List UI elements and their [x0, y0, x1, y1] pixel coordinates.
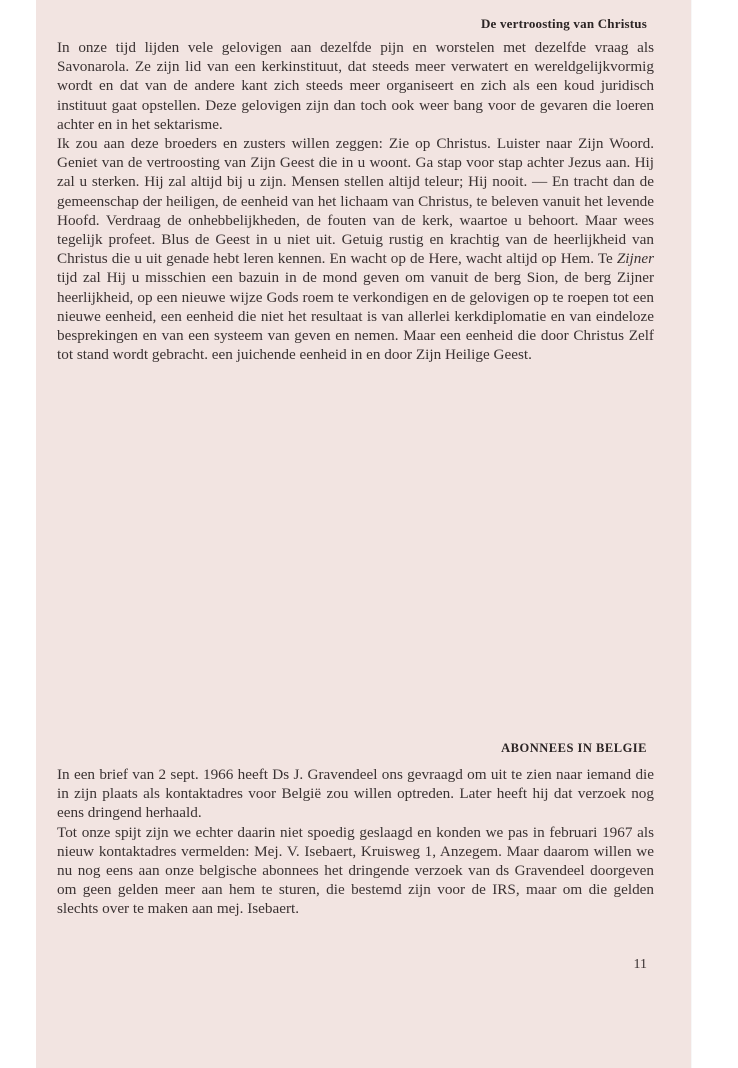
paragraph-text: Ik zou aan deze broeders en zusters willen zeggen: Zie op Christus. Luister naar Zijn Woord. Geniet van de vertroosting van Zijn Geest die in u woont. Ga stap voor stap achter Jezus aan. Hij zal u sterken. Hij zal altijd bij u zijn. Mensen stellen altijd teleur; Hij nooit. — En tracht dan de gemeenschap der heiligen, de eenheid van het lichaam van Christus, te beleven vanuit het levende Hoofd. Verdraag de onhebbelijkheden, de fouten van de kerk, waartoe u behoort. Maar wees tegelijk profeet. Blus de Geest in u niet uit. Getuig rustig en krachtig van de heerlijkheid van Christus die u uit genade hebt leren kennen. En wacht op de Here, wacht altijd op Hem. Te	[57, 135, 654, 268]
paragraph-text: tijd zal Hij u misschien een bazuin in de mond geven om vanuit de berg Sion, de berg Zijner heerlijkheid, op een nieuwe wijze Gods roem te verkondigen en de gelovigen op te roepen tot een nieuwe eenheid, een eenheid die niet het resultaat is van allerlei kerkdiplomatie en van eindeloze besprekingen en van een systeem van geven en nemen. Maar een eenheid die door Christus Zelf tot stand wordt gebracht. een juichende eenheid in en door Zijn Heilige Geest.	[57, 269, 654, 364]
paragraph-text: In onze tijd lijden vele gelovigen aan dezelfde pijn en worstelen met dezelfde vraag als Savonarola. Ze zijn lid van een kerkinstituut, dat steeds meer verwatert en wereldgelijkvormig wordt en dat van de andere kant zich steeds meer organiseert en zich als een koud juridisch instituut gaat opstellen. Deze gelovigen zijn dan toch ook weer bang voor de gevaren die loeren achter en in het sektarisme.	[57, 39, 654, 133]
paragraph: Tot onze spijt zijn we echter daarin niet spoedig geslaagd en konden we pas in februari 1967 als nieuw kontaktadres vermelden: Mej. V. Isebaert, Kruisweg 1, Anzegem. Maar daarom willen we nu nog eens aan onze belgische abonnees het dringende verzoek van ds Gravendeel doorgeven om geen gelden meer aan hem te sturen, die bestemd zijn voor de IRS, maar om die gelden slechts over te maken aan mej. Isebaert.	[57, 823, 654, 918]
running-head: De vertroosting van Christus	[480, 16, 647, 31]
document-page	[36, 0, 691, 1068]
emphasized-word: Zijner	[616, 250, 654, 268]
page-number: 11	[633, 957, 647, 972]
section-heading-abonnees: ABONNEES IN BELGIE	[501, 741, 647, 755]
abonnees-section	[57, 765, 654, 919]
main-section	[57, 38, 654, 364]
paragraph: In een brief van 2 sept. 1966 heeft Ds J. Gravendeel ons gevraagd om uit te zien naar iemand die in zijn plaats als kontaktadres voor België zou willen optreden. Later heeft hij dat verzoek nog eens dringend herhaald.	[57, 766, 654, 822]
paragraph	[57, 134, 654, 364]
paragraph	[57, 38, 654, 134]
